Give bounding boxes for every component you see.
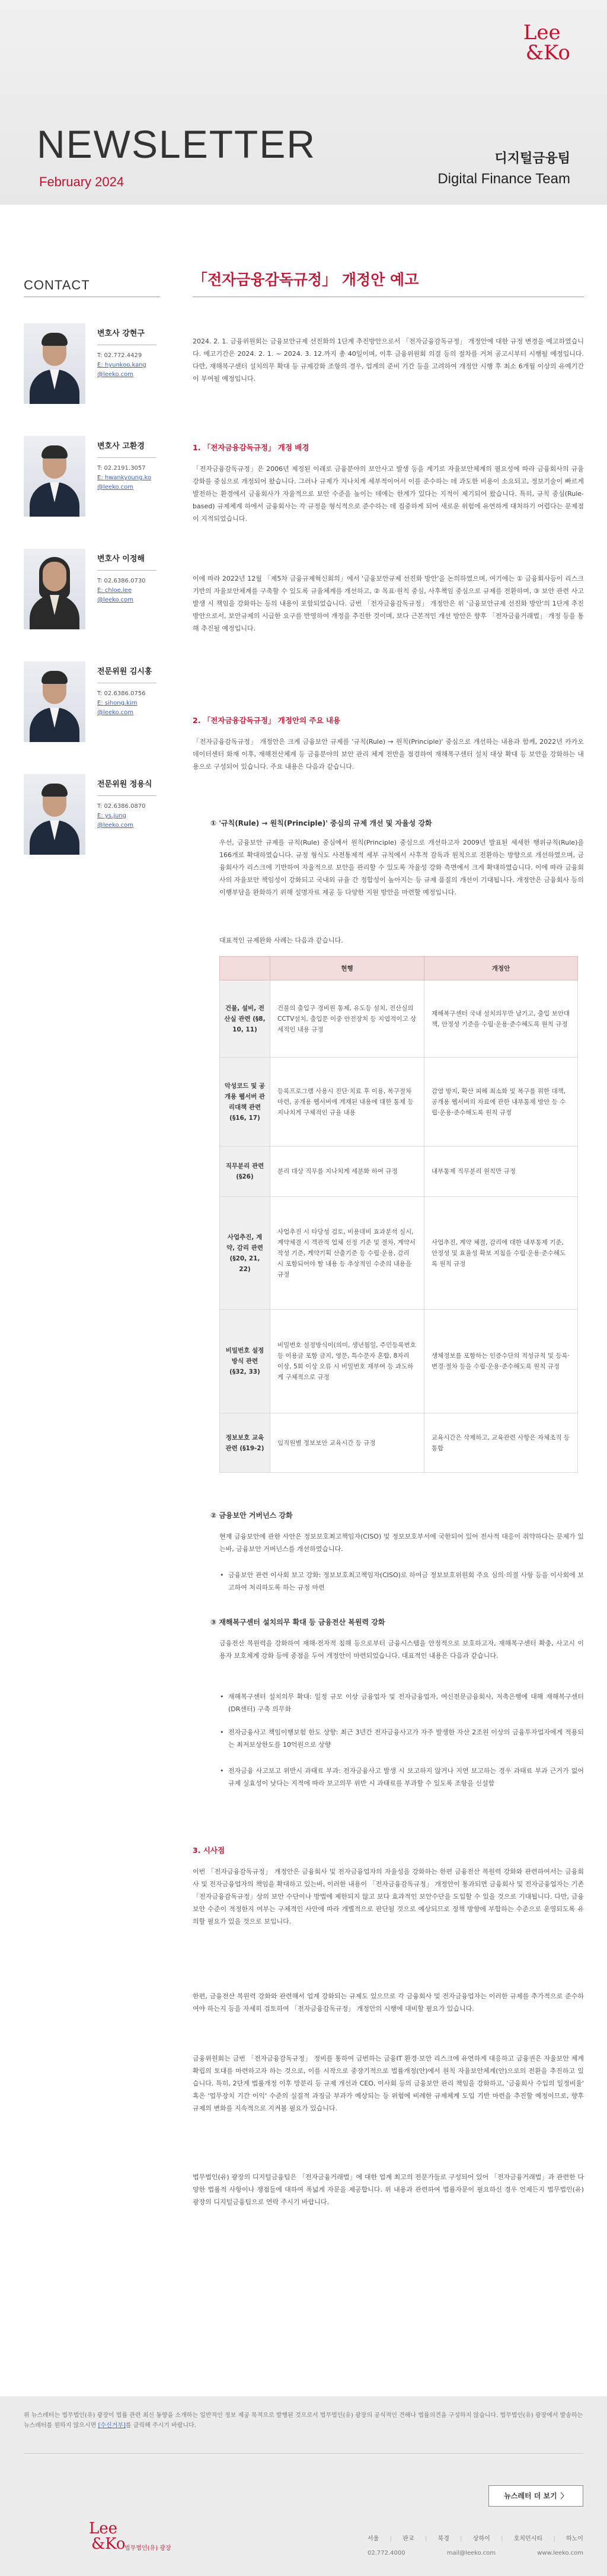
contact-email-link[interactable]: E: hwankyoung.ko (97, 475, 152, 481)
table-cell-category: 직무분리 관련 (§26) (220, 1147, 270, 1197)
logo-line-1: Lee (523, 21, 561, 44)
table-row (220, 1058, 578, 1147)
section-2-subheading-3: ③ 재해복구센터 설치의무 확대 등 금융전산 복원력 강화 (210, 1618, 385, 1626)
contact-name: 변호사 강현구 (97, 329, 145, 338)
lee-ko-logo[interactable] (523, 23, 570, 63)
table-cell-category: 악성코드 및 공개용 웹서버 관리대책 관련 (§16, 17) (220, 1058, 270, 1147)
section-3-paragraph-3: 금융위원회는 금번 「전자금융감독규정」 정비를 통하여 금번하는 금융IT 환경·보안 리스크에 유연하게 대응하고 금융권은 자율보안 체계 확립의 토대를 마련하고자 하는 것으로, 이를 시작으로 중장기적으로 법률개정(안)에서 원칙 자율보안체계(안)으로의 전환을 추진하고 있습니다. 특히, 2단계 법률개정 이후 망분리 등 규제 개선과 CEO, 이사회 등의 금융보안 관리 책임을 강화하고, '금융회사 수입의 일정비율' 혹은 '업무장치 기간 이익' 수준의 실질적 과징금 부과가 예상되는 등 위험에 비례한 규제체계 도입 기반 마련을 추진할 예정이므로, 향후 규제의 변화를 지속적으로 지켜볼 필요가 있습니다. (193, 2055, 584, 2112)
table-header-current: 현행 (270, 957, 424, 980)
chevron-right-icon: 〉 (560, 2492, 568, 2500)
contact-photo (24, 323, 85, 404)
footer-logo-line-2: &Ko (91, 2535, 126, 2553)
table-cell-current: 등록프로그램 사용시 진단·치료 후 이용, 복구절차 마련, 공개용 웹서버에 게재된 내용에 대한 통제 등 지나치게 구체적인 규율 내용 (270, 1058, 424, 1147)
contact-email-link[interactable]: E: hyunkoo.kang (97, 362, 146, 368)
contact-email-domain[interactable]: @leeko.com (97, 822, 133, 829)
more-newsletters-button[interactable] (488, 2485, 583, 2507)
disclaimer-text: 위 뉴스레터는 법무법인(유) 광장이 법률 관련 최신 동향을 소개하는 일반적인 정보 제공 목적으로 발행된 것으로서 법무법인(유) 광장의 공식적인 견해나 법률의견을 구성하지 않습니다. 법무법인(유) 광장에서 발송하는 뉴스레터를 원하지 않으시면 (24, 2412, 583, 2429)
footer-website-link[interactable]: www.leeko.com (537, 2550, 583, 2556)
footer-divider (24, 2453, 583, 2454)
contact-email-domain[interactable]: @leeko.com (97, 371, 133, 378)
newsletter-header (0, 0, 607, 205)
contact-photo (24, 661, 85, 742)
table-header-amendment: 개정안 (424, 957, 578, 980)
contact-heading: CONTACT (24, 278, 90, 292)
contact-photo (24, 549, 85, 629)
contact-email-link[interactable]: E: chloe.lee (97, 587, 132, 594)
regulation-comparison-table (219, 956, 578, 1473)
section-3-paragraph-2: 한편, 금융전산 복원력 강화와 관련해서 업계 강화되는 규제도 있으므로 각 금융회사 및 전자금융업자는 이러한 규제를 추가적으로 준수하여야 하는지 등을 자세히 검토하여 「전자금융감독규정」 개정안의 시행에 대비할 필요가 있습니다. (193, 1992, 584, 2013)
unsubscribe-link[interactable]: [수신거부] (98, 2422, 126, 2429)
contact-email-domain[interactable]: @leeko.com (97, 484, 133, 491)
table-row (220, 1147, 578, 1197)
practice-name-en: Digital Finance Team (437, 171, 570, 187)
contact-card (24, 661, 166, 750)
disclaimer (24, 2411, 583, 2431)
table-row (220, 1197, 578, 1310)
contact-name: 변호사 이정해 (97, 555, 145, 563)
table-cell-amendment: 사업추진, 계약 체결, 감리에 대한 내부통제 기준, 안정성 및 효율성 확보 지침을 수립·운용·준수해도록 원칙 규정 (424, 1197, 578, 1310)
table-row (220, 1413, 578, 1473)
contact-phone: T: 02.2191.3057 (97, 465, 146, 472)
table-cell-current: 임직원별 정보보안 교육시간 등 규정 (270, 1413, 424, 1473)
contact-phone: T: 02.6386.0870 (97, 803, 146, 810)
article-title: 「전자금융감독규정」 개정안 예고 (193, 271, 419, 288)
section-1-title: 1. 「전자금융감독규정」 개정 배경 (193, 443, 309, 452)
section-2-sub-1-lead: 대표적인 규제완화 사례는 다음과 같습니다. (219, 937, 343, 944)
contact-photo (24, 436, 85, 517)
table-row (220, 980, 578, 1058)
newsletter-date: February 2024 (39, 174, 124, 189)
office-link-hcmc[interactable]: 호치민시티 (513, 2536, 543, 2542)
article-intro: 2024. 2. 1. 금융위원회는 금융보안규제 선진화의 1단계 추진방안으로서 「전자금융감독규정」 개정안에 대한 규정 변경을 예고하였습니다. 예고기간은 2024. 2. 1. ~ 2024. 3. 12.까지 총 40일이며, 이후 금융위원회 의결 등의 절차를 거쳐 공고시부터 시행될 예정입니다. 다만, 재해복구센터 설치의무 확대 등 규제강화 조항의 경우, 업계의 준비 기간 등을 고려하여 개정안 시행 후 최소 6개월 이상의 유예기간이 부여될 예정입니다. (193, 337, 584, 383)
table-cell-category: 정보보호 교육 관련 (§19-2) (220, 1413, 270, 1473)
footer-firm-name: 법무법인(유) 광장 (124, 2545, 171, 2552)
office-link-hanoi[interactable]: 하노이 (566, 2536, 583, 2542)
table-header-category (220, 957, 270, 980)
section-3-paragraph-1: 이번 「전자금융감독규정」 개정안은 금융회사 및 전자금융업자의 자율성을 강화하는 한편 금융전산 복원력 강화와 관련하여서는 금융회사 및 전자금융업자의 책임을 확대하고 있는바, 이러한 내용이 「전자금융감독규정」 개정안이 통과되면 금융회사 및 전자금융업자는 기존 「전자금융감독규정」상의 보안 수단이나 방법에 제한되지 않고 보다 효과적인 보안수단을 도입할 수 있을 것으로 기대됩니다. 다만, 금융보안 수준이 적정한지 여부는 구체적인 사안에 따라 개별적으로 판단될 것으로 예상되므로 정책 방향에 부합하는 수준으로 운영되도록 유의할 필요가 있을 것으로 보입니다. (193, 1868, 584, 1925)
table-cell-category: 사업추진, 계약, 감리 관련 (§20, 21, 22) (220, 1197, 270, 1310)
contact-card (24, 323, 166, 412)
office-link-shanghai[interactable]: 상하이 (472, 2536, 490, 2542)
table-cell-category: 비밀번호 설정 방식 관련 (§32, 33) (220, 1310, 270, 1413)
section-2-paragraph: 「전자금융감독규정」 개정안은 크게 금융보안 규제를 '규칙(Rule) → 원칙(Principle)' 중심으로 개선하는 내용과 함께, 2022년 카카오 데이터센터 화재 이후, 재해전산체계 등 금융분야의 보안 관리 체계 전반을 점검하여 재해복구센터 설치 대상 확대 등 보안을 강화하는 내용으로 구성되어 있습니다. 주요 내용은 다음과 같습니다. (193, 738, 584, 770)
section-1-paragraph-2: 이에 따라 2022년 12월 「제5차 금융규제혁신회의」에서 '금융보안규제 선진화 방안'을 논의하였으며, 여기에는 ① 금융회사등이 리스크 기반의 자율보안체계를 구축할 수 있도록 규율체계를 개선하고, ② 목표·원칙 중심, 사후책임 중심으로 규제를 전환하며, ③ 보안 관련 사고 발생 시 책임을 강화하는 등의 내용이 포함되었습니다. 금번 「전자금융감독규정」 개정안은 위 '금융보안규제 선진화 방안'의 1단계 추진방안으로서, 보안규제의 시급한 요구를 반영하여 개정을 추진한 것이며, 보다 근본적인 개선 방안은 향후 「전자금융거래법」 개정 등을 통해 추진될 예정입니다. (193, 575, 584, 632)
newsletter-title: NEWSLETTER (37, 122, 317, 166)
contact-email-link[interactable]: E: sihong.kim (97, 700, 138, 706)
contact-card (24, 549, 166, 638)
table-header-row (220, 957, 578, 980)
office-link-beijing[interactable]: 북경 (437, 2536, 449, 2542)
section-2-subheading-2: ② 금융보안 거버넌스 강화 (210, 1511, 293, 1520)
practice-group-name (437, 149, 570, 191)
contact-phone: T: 02.6386.0730 (97, 578, 146, 584)
bullet-text: 금융보안 관련 이사회 보고 강화: 정보보호최고책임자(CISO)로 하여금 정보보호위원회 주요 심의·의결 사항 등을 이사회에 보고하여 처리하도록 하는 규정 마련 (228, 1571, 584, 1591)
bullet-text: 전자금융 사고보고 위반시 과태료 부과: 전자금융사고 발생 시 보고하지 않거나 지연 보고하는 경우 과태료 부과 근거가 없어 규제 실효성이 낮다는 지적에 따라 보고의무 위반 시 과태료를 부과할 수 있도록 조항을 신설함 (228, 1767, 584, 1787)
resilience-bullet: • 재해복구센터 설치의무 확대: 일정 규모 이상 금융업자 및 전자금융업자, 여신전문금융회사, 저축은행에 대해 재해복구센터(DR센터) 구축 의무화 (220, 1693, 584, 1713)
footer-logo-line-1: Lee (89, 2520, 118, 2537)
footer-email-link[interactable]: mail@leeko.com (446, 2550, 496, 2556)
table-cell-category: 건물, 설비, 전산실 관련 (§8, 10, 11) (220, 980, 270, 1058)
table-cell-current: 사업추진 시 타당성 검토, 비용대비 효과분석 실시, 계약체결 시 객관적 업체 선정 기준 및 절차, 계약서 작성 기준, 계약기획 산출기준 등 수립·운용, 감리 시 포함되어야 할 내용 등 추상적인 수준의 내용을 규정 (270, 1197, 424, 1310)
section-2-sub-2-paragraph: 현재 금융보안에 관한 사안은 정보보호최고책임자(CISO) 및 정보보호부서에 국한되어 있어 전사적 대응이 취약하다는 문제가 있는바, 금융보안 거버넌스를 개선하였습니다. (219, 1533, 584, 1553)
office-link-pangyo[interactable]: 판교 (402, 2536, 414, 2542)
footer-phone: 02.772.4000 (368, 2550, 405, 2556)
contact-card (24, 774, 166, 863)
contact-email-domain[interactable]: @leeko.com (97, 709, 133, 716)
bullet-text: 전자금융사고 책임이행보험 한도 상향: 최근 3년간 전자금융사고가 자주 발생한 자산 2조원 이상의 금융투자업자에게 적용되는 최저보상한도를 10억원으로 상향 (228, 1728, 584, 1749)
more-newsletters-label: 뉴스레터 더 보기 (504, 2492, 557, 2500)
table-row (220, 1310, 578, 1413)
contact-name: 전문위원 정용식 (97, 780, 152, 789)
table-cell-current: 비밀번호 설정방식이(의미, 생년월일, 주민등록번호 등 이용금 포함 금지, 영문, 특수문자 혼합, 8자리 이상, 5회 이상 오류 시 비밀번호 재부여 등 과도하게 구체적으로 규정 (270, 1310, 424, 1413)
table-cell-current: 건물의 출입구 경비원 통제, 유도등 설치, 전산실의 CCTV설치, 출입문 이중 안전장치 등 지엽적이고 상세적인 내용 규정 (270, 980, 424, 1058)
office-link-seoul[interactable]: 서울 (368, 2536, 379, 2542)
contact-email-domain[interactable]: @leeko.com (97, 597, 133, 603)
contact-phone: T: 02.6386.0756 (97, 690, 146, 697)
disclaimer-text-end: 를 클릭해 주시기 바랍니다. (125, 2422, 196, 2429)
office-nav: 서울 | 판교 | 북경 | 상하이 | 호치민시티 | 하노이 (368, 2534, 583, 2545)
footer-contact (368, 2548, 583, 2559)
bullet-text: 재해복구센터 설치의무 확대: 일정 규모 이상 금융업자 및 전자금융업자, 여신전문금융회사, 저축은행에 대해 재해복구센터(DR센터) 구축 의무화 (228, 1693, 584, 1713)
contact-name: 변호사 고환경 (97, 442, 145, 451)
table-cell-amendment: 교육시간은 삭제하고, 교육관련 사항은 자체조직 등 통합 (424, 1413, 578, 1473)
contact-card (24, 436, 166, 525)
table-cell-amendment: 내부통제 직무분리 원칙만 규정 (424, 1147, 578, 1197)
section-3-title: 3. 시사점 (193, 1846, 225, 1855)
section-2-title: 2. 「전자금융감독규정」 개정안의 주요 내용 (193, 716, 341, 725)
footer-logo[interactable] (89, 2521, 126, 2552)
table-cell-amendment: 감염 방지, 확산 피해 최소화 및 복구를 위한 대책, 공개용 웹서버의 자료에 관한 내부통제 방안 등 수립·운용·준수해도록 원칙 규정 (424, 1058, 578, 1147)
section-2-sub-3-paragraph: 금융전산 복원력을 강화하여 재해·전자적 침해 등으로부터 금융시스템을 안정적으로 보호하고자, 재해복구센터 확충, 사고시 이용자 보호체계 강화 등에 중점을 두어 개정안이 마련되었습니다. 대표적인 내용은 다음과 같습니다. (219, 1639, 584, 1660)
section-3-paragraph-4: 법무법인(유) 광장의 디지털금융팀은 「전자금융거래법」에 대한 업계 최고의 전문가들로 구성되어 있어 「전자금융거래법」과 관련한 다양한 법률적 사항이나 쟁점들에 대하여 폭넓게 자문을 제공합니다. 위 내용과 관련하여 법률자문이 필요하신 경우 언제든지 법무법인(유) 광장의 디지털금융팀으로 연락 주시기 바랍니다. (193, 2173, 584, 2206)
section-2-subheading-1: ① '규칙(Rule) → 원칙(Principle)' 중심의 규제 개선 및 자율성 강화 (210, 819, 432, 827)
resilience-bullet: • 전자금융 사고보고 위반시 과태료 부과: 전자금융사고 발생 시 보고하지 않거나 지연 보고하는 경우 과태료 부과 근거가 없어 규제 실효성이 낮다는 지적에 따라 보고의무 위반 시 과태료를 부과할 수 있도록 조항을 신설함 (220, 1767, 584, 1787)
table-cell-current: 분리 대상 직무를 지나치게 세분화 하여 규정 (270, 1147, 424, 1197)
table-cell-amendment: 생체정보를 포함하는 인증수단의 적성규칙 및 등록·변경·절차 등을 수립·운용·준수해도록 원칙 규정 (424, 1310, 578, 1413)
contact-name: 전문위원 김시홍 (97, 667, 152, 676)
table-cell-amendment: 재해복구센터 국내 설치의무만 남기고, 출입 보안대책, 안정성 기준을 수립·운용·준수해도록 원칙 규정 (424, 980, 578, 1058)
practice-name-ko: 디지털금융팀 (494, 151, 570, 165)
governance-bullet: • 금융보안 관련 이사회 보고 강화: 정보보호최고책임자(CISO)로 하여금 정보보호위원회 주요 심의·의결 사항 등을 이사회에 보고하여 처리하도록 하는 규정 마련 (220, 1571, 584, 1591)
logo-line-2: &Ko (525, 41, 570, 65)
contact-email-link[interactable]: E: ys.jung (97, 813, 126, 819)
section-1-paragraph-1: 「전자금융감독규정」은 2006년 제정된 이래로 금융분야의 보안사고 발생 등을 계기로 자율보안체계의 필요성에 따라 금융회사의 규율 강화를 중심으로 개정되어 왔습니다. 그러나 규제가 지나치게 세부적이어서 이를 준수하는 데 과도한 비용이 소요되고, 정보기술이 빠르게 발전하는 환경에서 금융회사가 자율적으로 보안 수준을 높이는 데에는 한계가 있다는 지적이 제기되어 왔습니다. 특히, 규칙 중심(Rule-based) 규제체계 하에서 금융회사는 각 규정을 형식적으로 준수하는 데 집중하게 되어 새로운 위험에 유연하게 대처하기 어렵다는 문제점이 지적되었습니다. (193, 465, 584, 523)
contact-phone: T: 02.772.4429 (97, 352, 142, 359)
section-2-sub-1-paragraph: 우선, 금융보안 규제를 규칙(Rule) 중심에서 원칙(Principle) 중심으로 개선하고자 2009년 발표된 세세한 행위규칙(Rule)을 166개로 확대하였습니다. 규정 형식도 사전통제적 세부 규칙에서 사후적 감독과 원칙으로 전환하는 방향으로 개선하였으며, 금융회사가 리스크에 기반하여 자율적으로 보안을 관리할 수 있도록 자율성 강화 측면에서 크게 확대하였습니다. 이에 따라 금융회사의 자율보안 책임성이 강화되고 국내외 규율 간 정합성이 높아지는 등 규제 품질의 개선이 기대됩니다. 개정안은 금융회사 등의 이행부담을 완화하기 위해 설명자료 제공 등 다양한 지원 방안을 마련할 예정입니다. (219, 839, 584, 896)
newsletter-footer (0, 2396, 607, 2576)
contact-photo (24, 774, 85, 855)
resilience-bullet: • 전자금융사고 책임이행보험 한도 상향: 최근 3년간 전자금융사고가 자주 발생한 자산 2조원 이상의 금융투자업자에게 적용되는 최저보상한도를 10억원으로 상향 (220, 1728, 584, 1749)
